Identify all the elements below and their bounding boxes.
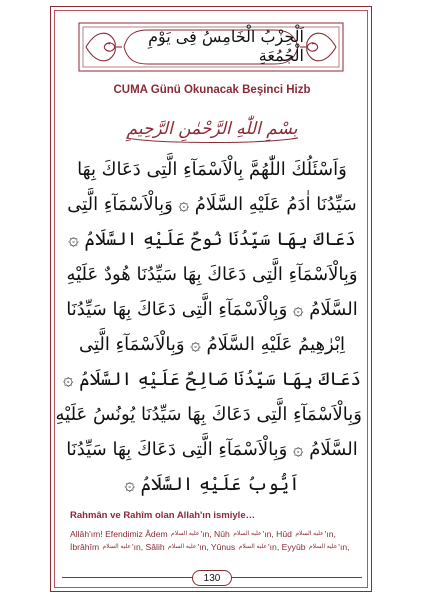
translation-line: [70, 528, 360, 541]
arabic-line: دَعَاكَ بِهَا سَيِّدُنَا صَالِحٌ عَلَيْهِ السَّلَامُ ۞: [62, 369, 361, 390]
svg-text:بِسْمِ اللّٰهِ الرَّحْمٰنِ الر: بِسْمِ اللّٰهِ الرَّحْمٰنِ الرَّحِيمِ: [126, 119, 298, 139]
honorific-glyph: عليه السلام: [295, 531, 324, 538]
arabic-line: وَبِالْاَسْمَآءِ الَّتِى دَعَاكَ بِهَا سَيِّدُنَا هُودٌ عَلَيْهِ: [66, 264, 358, 285]
translation-fragment: 'ın,: [338, 542, 350, 553]
arabic-line: السَّلَامُ ۞ وَبِالْاَسْمَآءِ الَّتِى دَعَاكَ بِهَا سَيِّدُنَا: [66, 299, 358, 320]
translation-fragment: 'ın,: [324, 529, 336, 539]
header-title: اَلْحِزْبُ الْخَامِسُ فِى يَوْمِ الْجُمُعَةِ: [148, 27, 304, 65]
arabic-line: وَاَسْئَلُكَ اللّٰهُمَّ بِالْاَسْمَآءِ الَّتِى دَعَاكَ بِهَا: [77, 159, 347, 180]
arabic-line: اِبْرٰهِيمُ عَلَيْهِ السَّلَامُ ۞ وَبِالْاَسْمَآءِ الَّتِى: [78, 334, 346, 355]
honorific-glyph: عليه السلام: [168, 544, 197, 551]
translation-fragment: 'ın, Nûh: [200, 529, 233, 539]
arabic-line: اَيُّوبُ عَلَيْهِ السَّلَامُ ۞: [124, 474, 300, 495]
honorific-glyph: عليه السلام: [102, 544, 131, 551]
translation-fragment: İbrâhîm: [70, 542, 102, 553]
translation-fragment: 'ın, Sâlih: [131, 542, 168, 553]
honorific-glyph: عليه السلام: [171, 531, 200, 538]
translation-fragment: Allâh'ım! Efendimiz Âdem: [70, 529, 171, 539]
page-subtitle: CUMA Günü Okunacak Beşinci Hizb: [113, 84, 311, 96]
arabic-prayer-text: [55, 152, 362, 502]
translation-line: [70, 541, 360, 554]
arabic-line: دَعَاكَ بِهَا سَيِّدُنَا نُوحٌ عَلَيْهِ السَّلَامُ ۞: [68, 229, 356, 250]
basmala-calligraphy: [120, 108, 304, 146]
arabic-line: السَّلَامُ ۞ وَبِالْاَسْمَآءِ الَّتِى دَعَاكَ بِهَا سَيِّدُنَا: [66, 439, 358, 460]
translation-fragment: 'ın, Hûd: [262, 529, 295, 539]
translation-fragment: 'ın, Yûnus: [197, 542, 238, 553]
translation-heading: Rahmân ve Rahîm olan Allah'ın ismiyle…: [70, 510, 256, 521]
honorific-glyph: عليه السلام: [308, 544, 338, 551]
arabic-line: سَيِّدُنَا اٰدَمُ عَلَيْهِ السَّلَامُ ۞ وَبِالْاَسْمَآءِ الَّتِى: [67, 194, 357, 215]
translation-fragment: 'ın, Eyyûb: [268, 542, 308, 553]
honorific-glyph: عليه السلام: [238, 544, 268, 551]
arabic-line: وَبِالْاَسْمَآءِ الَّتِى دَعَاكَ بِهَا سَيِّدُنَا يُونُسُ عَلَيْهِ: [55, 404, 362, 425]
honorific-glyph: عليه السلام: [233, 531, 262, 538]
translation-text: [70, 528, 360, 554]
page-number: 130: [192, 570, 232, 586]
